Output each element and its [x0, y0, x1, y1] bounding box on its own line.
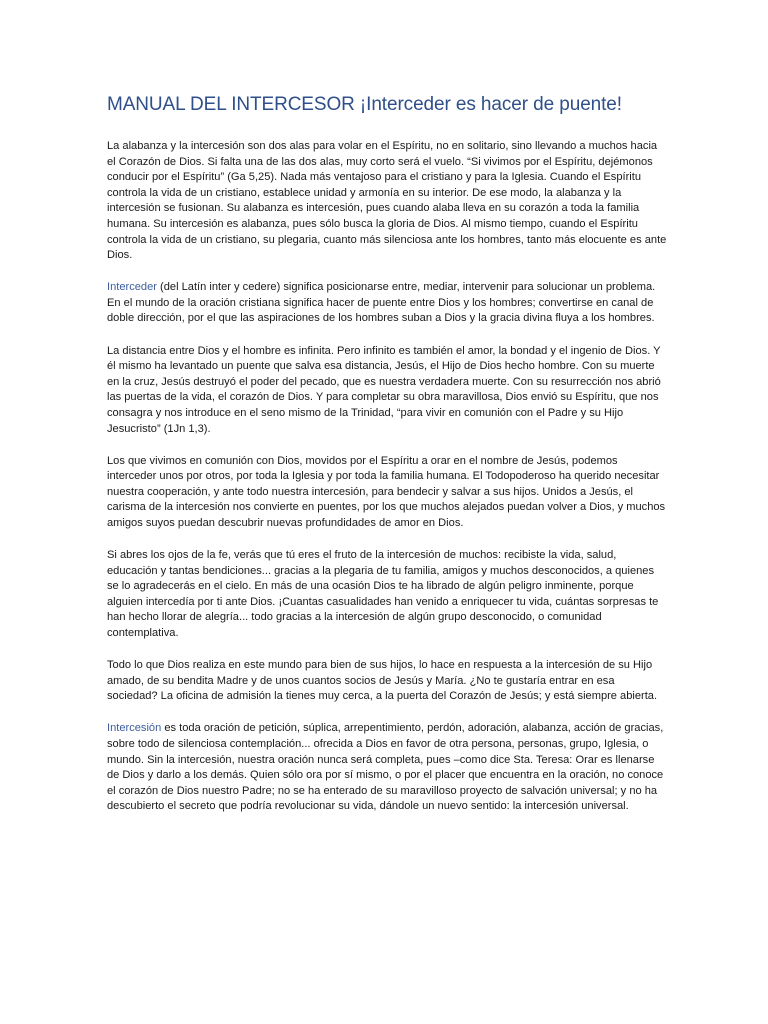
paragraph-text: Si abres los ojos de la fe, verás que tú eres el fruto de la intercesión de muchos: recibiste la vida, salud, educación y tantas bendiciones... gracias a la plegaria de tu familia, amigos y muchos desconocidos, a quienes se lo agradecerás en el cielo. En más de una ocasión Dios te ha librado de algún peligro inminente, porque alguien intercedía por ti ante Dios. ¡Cuantas casualidades han venido a enriquecer tu vida, cuántas sorpresas te han hecho llorar de alegría... todo gracias a la intercesión de algún grupo desconocido, o comunidad contemplativa. [107, 549, 659, 640]
paragraph-text: es toda oración de petición, súplica, arrepentimiento, perdón, adoración, alabanza, acción de gracias, sobre todo de silenciosa contemplación... ofrecida a Dios en favor de otra persona, personas, grupo, Iglesia, o mundo. Sin la intercesión, nuestra oración nunca será completa, pues –como dice Sta. Teresa: Orar es llenarse de Dios y darlo a los demás. Quien sólo ora por sí mismo, o por el placer que encuentra en la oración, no conoce el corazón de Dios nuestro Padre; no se ha enterado de su maravilloso proyecto de salvación universal; y no ha descubierto el secreto que podría revolucionar su vida, dándole un nuevo sentido: la intercesión universal. [107, 722, 664, 813]
document-title: MANUAL DEL INTERCESOR ¡Interceder es hacer de puente! [107, 94, 622, 115]
paragraph-4 [107, 454, 668, 532]
paragraph-2 [107, 280, 668, 327]
paragraph-3 [107, 344, 668, 438]
term-interceder: Interceder [107, 281, 157, 294]
paragraph-text: La distancia entre Dios y el hombre es infinita. Pero infinito es también el amor, la bondad y el ingenio de Dios. Y él mismo ha levantado un puente que salva esa distancia, Jesús, el Hijo de Dios hecho hombre. Con su muerte en la cruz, Jesús destruyó el poder del pecado, que es nuestra verdadera muerte. Con su resurrección nos abrió las puertas de la vida, el corazón de Dios. Y para completar su obra maravillosa, Dios envió su Espíritu, que nos consagra y nos introduce en el seno mismo de la Trinidad, “para vivir en comunión con el Padre y su Hijo Jesucristo” (1Jn 1,3). [107, 344, 661, 435]
paragraph-text: Los que vivimos en comunión con Dios, movidos por el Espíritu a orar en el nombre de Jesús, podemos interceder unos por otros, por toda la Iglesia y por toda la familia humana. El Todopoderoso ha querido necesitar nuestra cooperación, y ante todo nuestra intercesión, para bendecir y salvar a sus hijos. Unidos a Jesús, el carisma de la intercesión nos convierte en puentes, por los que muchos alejados puedan volver a Dios, y muchos amigos suyos puedan descubrir nuevas profundidades de amor en Dios. [107, 454, 666, 529]
paragraph-7 [107, 721, 668, 815]
term-intercesion: Intercesión [107, 722, 162, 735]
paragraph-text: (del Latín inter y cedere) significa posicionarse entre, mediar, intervenir para solucionar un problema. En el mundo de la oración cristiana significa hacer de puente entre Dios y los hombres; convertirse en canal de doble dirección, por el que las aspiraciones de los hombres suban a Dios y la gracia divina fluya a los hombres. [107, 281, 656, 325]
paragraph-1 [107, 139, 668, 264]
paragraph-5 [107, 548, 668, 642]
paragraph-text: La alabanza y la intercesión son dos alas para volar en el Espíritu, no en solitario, sino llevando a muchos hacia el Corazón de Dios. Si falta una de las dos alas, muy corto será el vuelo. “Si vivimos por el Espíritu, dejémonos conducir por el Espíritu” (Ga 5,25). Nada más ventajoso para el cristiano y para la Iglesia. Cuando el Espíritu controla la vida de un cristiano, establece unidad y armonía en su interior. De ese modo, la alabanza y la intercesión se fusionan. Su alabanza es intercesión, pues cuando alaba lleva en su corazón a toda la familia humana. Su intercesión es alabanza, pues sólo busca la gloria de Dios. Al mismo tiempo, cuando el Espíritu controla la vida de un cristiano, su plegaria, cuanto más silenciosa ante los hombres, tanto más elocuente es ante Dios. [107, 140, 667, 262]
paragraph-text: Todo lo que Dios realiza en este mundo para bien de sus hijos, lo hace en respuesta a la intercesión de su Hijo amado, de su bendita Madre y de unos cuantos socios de Jesús y María. ¿No te gustaría entrar en esa sociedad? La oficina de admisión la tienes muy cerca, a la puerta del Corazón de Jesús; y está siempre abierta. [107, 659, 658, 703]
paragraph-6 [107, 658, 668, 705]
